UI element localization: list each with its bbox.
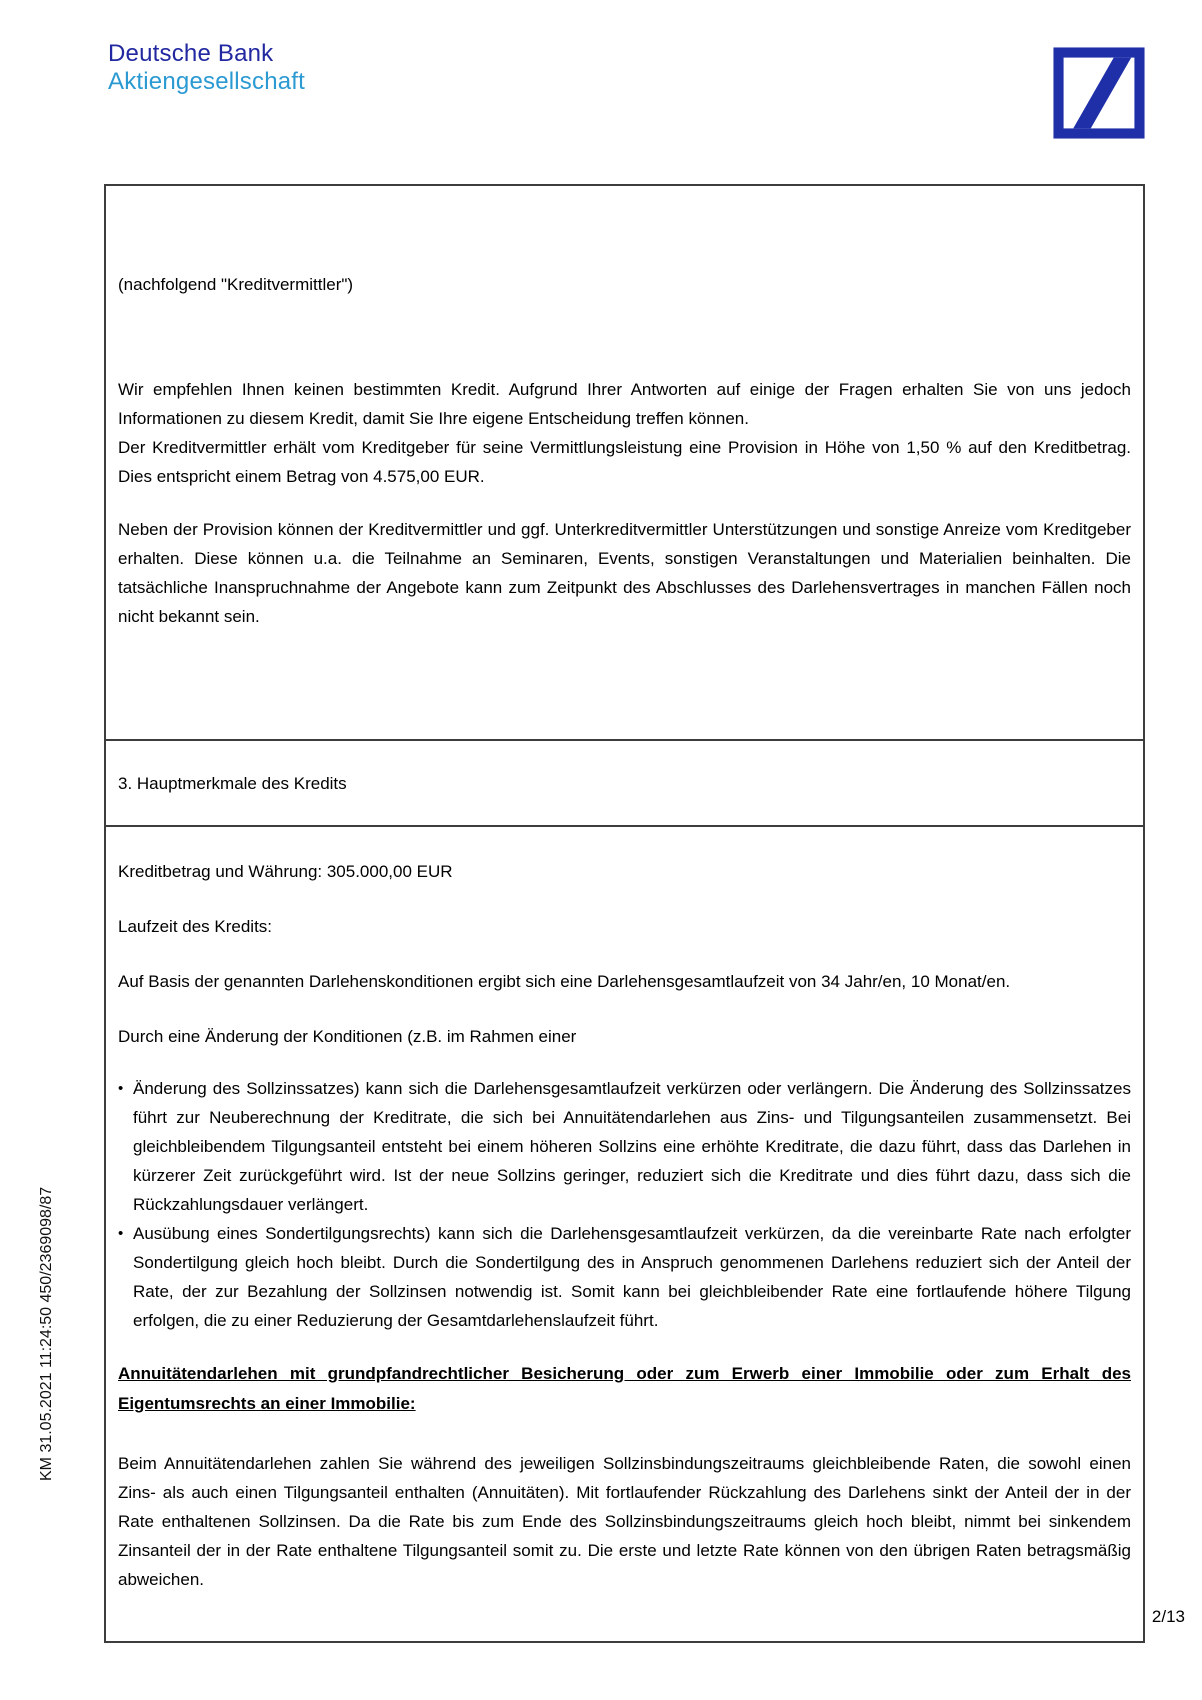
term-text: Auf Basis der genannten Darlehenskonditionen ergibt sich eine Darlehensgesamtlaufzeit von 34 Jahr/en, 10 Monat/en.: [118, 972, 1011, 991]
credit-amount-line: Kreditbetrag und Währung: 305.000,00 EUR: [118, 862, 453, 881]
section-title: 3. Hauptmerkmale des Kredits: [118, 774, 347, 793]
bullet-item-special-repayment: • Ausübung eines Sondertilgungsrechts) kann sich die Darlehensgesamtlaufzeit verkürzen, da die vereinbarte Rate nach erfolgter Sondertilgung gleich hoch bleibt. Durch die Sondertilgung des in Anspruch genommenen Darlehens reduziert sich der Anteil der Rate, der zur Bezahlung der Sollzinsen notwendig ist. Somit kann bei gleichbleibender Rate eine fortlaufende höhere Tilgung erfolgen, die zu einer Reduzierung der Gesamtdarlehenslaufzeit führt.: [118, 1219, 1131, 1335]
recommendation-paragraph: Wir empfehlen Ihnen keinen bestimmten Kredit. Aufgrund Ihrer Antworten auf einige der Fragen erhalten Sie von uns jedoch Informationen zu diesem Kredit, damit Sie Ihre eigene Entscheidung treffen können.: [118, 380, 1131, 428]
incentives-paragraph: Neben der Provision können der Kreditvermittler und ggf. Unterkreditvermittler Unterstützungen und sonstige Anreize vom Kreditgeber erhalten. Diese können u.a. die Teilnahme an Seminaren, Events, sonstigen Veranstaltungen und Materialien beinhalten. Die tatsächliche Inanspruchnahme der Angebote kann zum Zeitpunkt des Abschlusses des Darlehensvertrages in manchen Fällen noch nicht bekannt sein.: [118, 520, 1131, 626]
section-main-features: [106, 857, 1143, 1641]
logo-slash: [1073, 58, 1131, 129]
annuity-subheading: Annuitätendarlehen mit grundpfandrechtlicher Besicherung oder zum Erwerb einer Immobilie oder zum Erhalt des Eigentumsrechts an einer Immobilie:: [118, 1364, 1131, 1413]
bullet-item-rate-change: • Änderung des Sollzinssatzes) kann sich die Darlehensgesamtlaufzeit verkürzen oder verlängern. Die Änderung des Sollzinssatzes führt zur Neuberechnung der Kreditrate, die sich bei Annuitätendarlehen aus Zins- und Tilgungsanteilen zusammensetzt. Bei gleichbleibendem Tilgungsanteil entsteht bei einem höheren Sollzins eine erhöhte Kreditrate, die dazu führt, dass das Darlehen in kürzerer Zeit zurückgeführt wird. Ist der neue Sollzins geringer, reduziert sich die Kreditrate und dies führt dazu, dass sich die Rückzahlungsdauer verlängert.: [118, 1074, 1131, 1219]
brand-line-2: Aktiengesellschaft: [108, 68, 306, 95]
conditions-bullet-list: [118, 1074, 1131, 1335]
page-number: 2/13: [1151, 1607, 1185, 1626]
brand-line-1: Deutsche Bank: [108, 40, 274, 67]
conditions-intro: Durch eine Änderung der Konditionen (z.B. im Rahmen einer: [118, 1027, 577, 1046]
intermediary-note: (nachfolgend "Kreditvermittler"): [118, 275, 354, 294]
annuity-paragraph: Beim Annuitätendarlehen zahlen Sie während des jeweiligen Sollzinsbindungszeitraums gleichbleibende Raten, die sowohl einen Zins- als auch einen Tilgungsanteil enthalten (Annuitäten). Mit fortlaufender Rückzahlung des Darlehens sinkt der Anteil der in der Rate enthaltenen Sollzinsen. Da die Rate bis zum Ende des Sollzinsbindungszeitraums gleich hoch bleibt, nimmt bei sinkendem Zinsanteil der in der Rate enthaltene Tilgungsanteil somit zu. Die erste und letzte Rate können von den übrigen Raten betragsmäßig abweichen.: [118, 1454, 1131, 1589]
deutsche-bank-logo-icon: [1053, 47, 1145, 139]
print-stamp: KM 31.05.2021 11:24:50 450/2369098/87: [38, 1186, 55, 1481]
section-intermediary: [106, 270, 1143, 741]
section-heading-row: [106, 741, 1143, 827]
term-label: Laufzeit des Kredits:: [118, 917, 273, 936]
commission-paragraph: Der Kreditvermittler erhält vom Kreditgeber für seine Vermittlungsleistung eine Provision in Höhe von 1,50 % auf den Kreditbetrag. Dies entspricht einem Betrag von 4.575,00 EUR.: [118, 438, 1131, 486]
content-table: [104, 184, 1145, 1643]
deutsche-bank-wordmark: [108, 40, 305, 96]
